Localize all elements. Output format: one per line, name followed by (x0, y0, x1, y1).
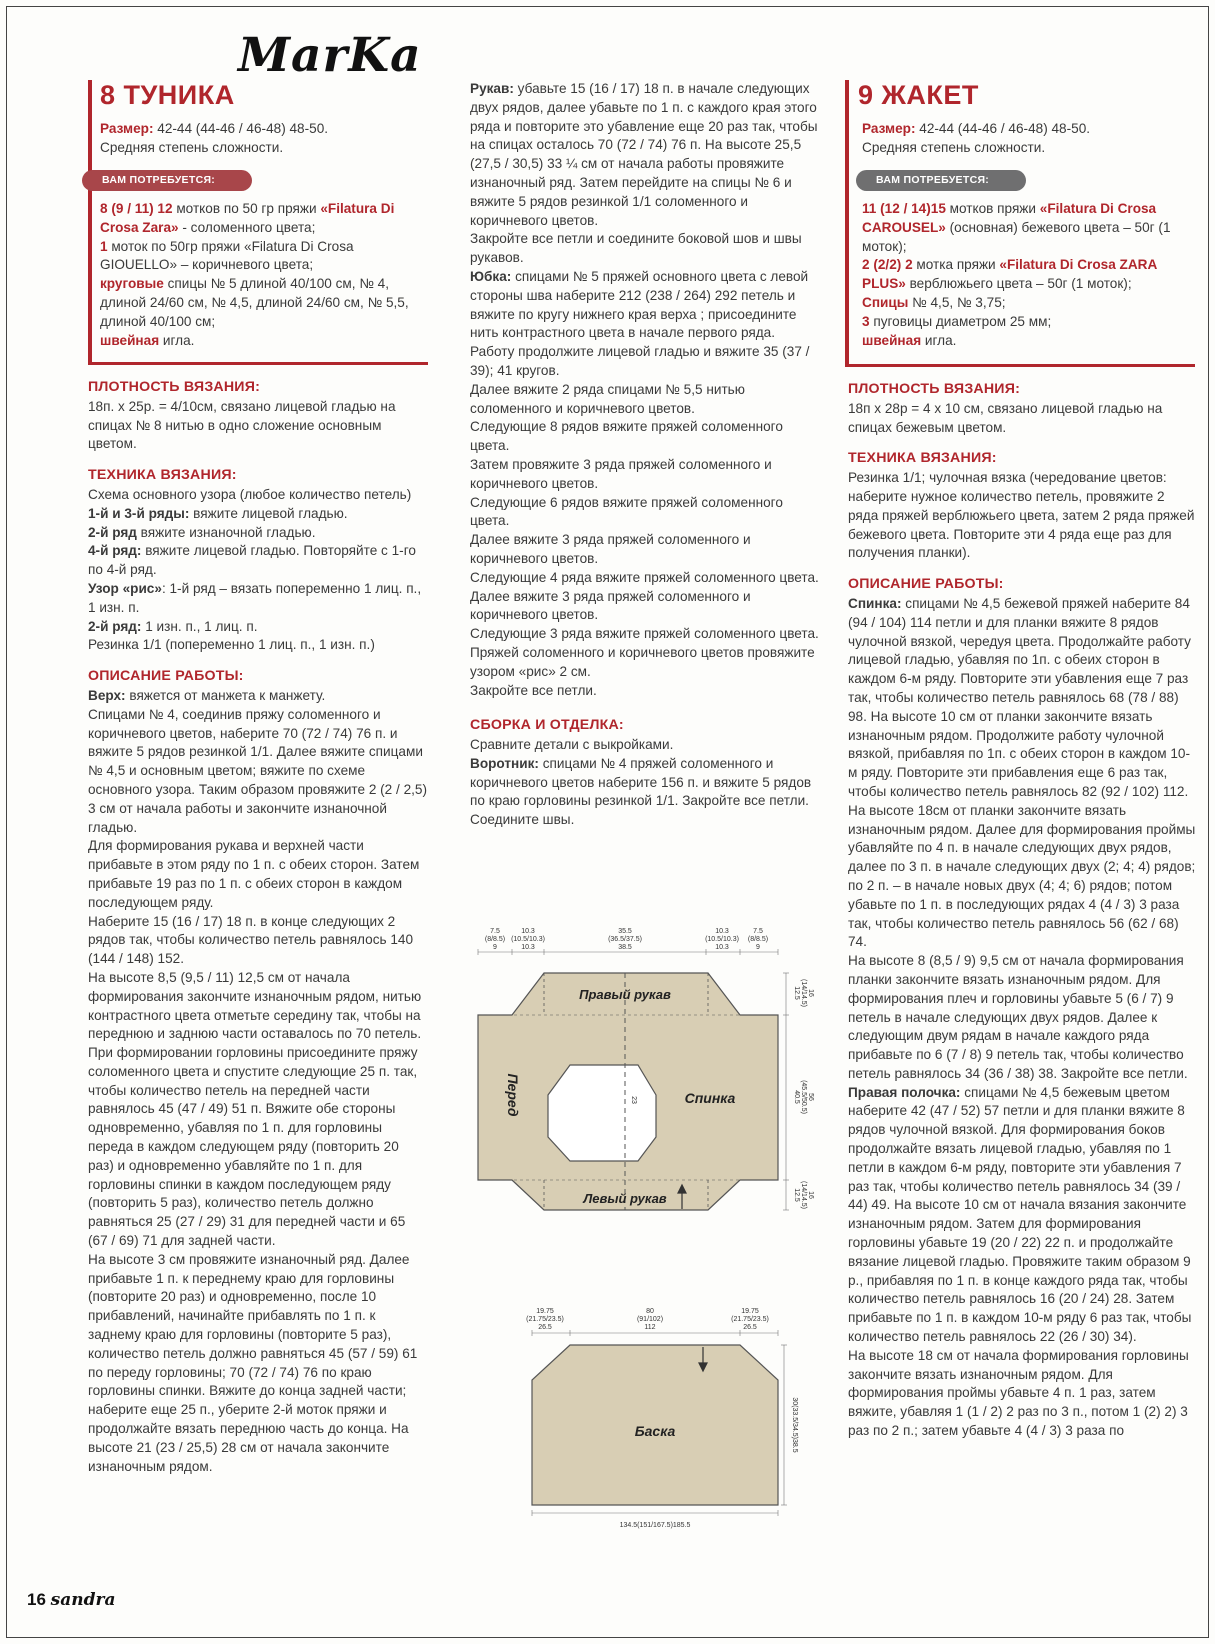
paragraph: Далее вяжите 3 ряда пряжей соломенного и коричневого цветов. (470, 588, 751, 623)
section-heading: ТЕХНИКА ВЯЗАНИЯ: (848, 450, 997, 467)
page-footer (27, 1590, 115, 1610)
dim-label: (8/8.5) (484, 936, 506, 943)
jacket-title: 9 ЖАКЕТ (858, 80, 979, 110)
size-label: Размер: (100, 121, 154, 136)
size-value: 42-44 (44-46 / 46-48) 48-50. (153, 121, 329, 136)
dim-label: 7.5 (753, 928, 763, 935)
paragraph: Пряжей соломенного и коричневого цветов провяжите узором «рис» 2 см. (470, 644, 815, 679)
part-text: спицами № 5 пряжей основного цвета с левой стороны шва наберите 212 (238 / 264) 292 петель и вяжите по кругу нижнего края верха ; присоедините нить контрастного цвета в начале первого ряда. (470, 268, 809, 341)
paragraph: Затем провяжите 3 ряда пряжей соломенного и коричневого цветов. (470, 456, 772, 491)
dim-label: 12.5 (793, 1188, 800, 1202)
mat-text: мотка пряжи (912, 257, 1000, 273)
dim-label: 19.75 (536, 1308, 554, 1315)
mat-text: мотков по 50 гр пряжи (172, 201, 321, 216)
front-label: Перед (505, 1073, 521, 1117)
mat-text: спицы № 5 длиной 40/100 см, № 4, длиной 24/60 см, № 4,5, длиной 24/60 см, № 5,5, длиной 40/100 см; (100, 276, 409, 329)
section-heading: ТЕХНИКА ВЯЗАНИЯ: (88, 467, 237, 484)
page-number: 16 (27, 1590, 46, 1609)
part-text: спицами № 4,5 бежевым цветом наберите 42 (47 / 52) 57 петли и для планки вяжите 8 рядов чулочной вязкой. Для формирования боков продолжайте вязать лицевой гладью, убавляя по 1 петли в каждом 6-м ряду, повторите эти убавления 7 раз так, чтобы количество петель равнялось 34 (39 / 44) 49. На высоте 10 см от начала вязания закончите изнаночным рядом. Затем для формирования горловины убавьте 19 (20 / 22) 22 п. и продолжайте вязание лицевой гладью. Провяжите таким образом 9 р., прибавляя по 1 п. в конце каждого ряда так, чтобы количество петель равнялось 16 (20 / 24) 28. Затем прибавьте по 1 п. в каждом 10-м ряду 6 раз так, чтобы количество петель равнялось 22 (26 / 30) 34). (848, 1084, 1192, 1345)
mat-keyword: круговые (100, 276, 164, 292)
paragraph: Далее вяжите 3 ряда пряжей соломенного и коричневого цветов. (470, 532, 751, 566)
mat-qty: 11 (12 / 14)15 (862, 201, 946, 216)
jacket-header-underline (845, 364, 1195, 367)
dim-label: (36.5/37.5) (608, 936, 642, 943)
dim-label: 12.5 (793, 986, 800, 1000)
dim-label: (45.5/50.5) (800, 1080, 807, 1114)
difficulty: Средняя степень сложности. (100, 139, 284, 155)
mat-qty: 2 (2/2) 2 (862, 257, 913, 273)
paragraph: На высоте 3 см провяжите изнаночный ряд. Далее прибавьте 1 п. к переднему краю для горловины (повторите 20 раз) и одновременно, после 10 прибавлений, начинайте прибавлять по 1 п. к заднему краю для горловины (повторите 5 раз), количество петель должно равняться 45 (57 / 59) 61 по переду горловины; 70 (72 / 74) 76 по краю горловины спинки. Вяжите до конца задней части; наберите еще 25 п., уберите 2-й моток пряжи и продолжайте вязать переднюю часть до конца. На высоте 21 (23 / 25,5) 28 см от начала закончите изнаночным рядом. (88, 1251, 418, 1474)
row-text: : 1-й ряд – вязать попеременно 1 лиц. п., 1 изн. п. (88, 580, 422, 615)
dim-label: (10.5/10.3) (511, 936, 545, 943)
dim-label: (91/102) (636, 1316, 664, 1323)
dim-label: 56 (807, 1093, 814, 1101)
row-label: 2-й ряд (88, 524, 137, 540)
mat-keyword: швейная (100, 332, 160, 348)
jacket-body (848, 380, 1198, 1441)
paragraph: На высоте 18 см от начала формирования горловины закончите вязать изнаночным рядом. Для формирования проймы убавьте 4 п. 1 раз, затем вяжите, убавляя 1 (1 / 2) 2 раз по 3 п., потом 1 (2) 2) 3 раз по 2 п.; затем убавьте 4 (4 / 3) 3 раза по (848, 1347, 1189, 1439)
part-label: Воротник: (470, 755, 539, 771)
part-text: вяжется от манжета к манжету. (125, 687, 326, 703)
you-need-badge: ВАМ ПОТРЕБУЕТСЯ: (856, 170, 1026, 191)
part-label: Правая полочка: (848, 1084, 961, 1100)
dim-label: 134.5(151/167.5)185.5 (619, 1522, 691, 1529)
section-heading: ОПИСАНИЕ РАБОТЫ: (88, 668, 244, 685)
middle-body (470, 80, 822, 830)
mat-text: мотков пряжи (945, 201, 1040, 216)
dim-label: (21.75/23.5) (526, 1316, 564, 1323)
dim-label: (21.75/23.5) (731, 1316, 769, 1323)
tunic-title: 8 ТУНИКА (100, 80, 235, 110)
paragraph: Схема основного узора (любое количество петель) (88, 486, 412, 502)
paragraph: Для формирования рукава и верхней части прибавьте в этом ряду по 1 п. с обеих сторон. Затем прибавьте 19 раз по 1 п. с обеих сторон в каждом последующем ряду. (88, 838, 420, 910)
mat-keyword: Спицы (862, 294, 909, 310)
dim-label: 10.3 (521, 944, 535, 951)
part-label: Верх: (88, 687, 126, 703)
section-heading: ОПИСАНИЕ РАБОТЫ: (848, 576, 1004, 593)
peplum-label: Баска (634, 1423, 676, 1439)
dim-label: 16 (807, 989, 814, 997)
mat-qty: 1 (100, 238, 108, 254)
dim-label: 40.5 (793, 1090, 800, 1104)
row-text: вяжите лицевой гладью. (189, 505, 348, 521)
paragraph: На высоте 8,5 (9,5 / 11) 12,5 см от начала формирования закончите изнаночным рядом, нитью контрастного цвета отметьте середину так, чтобы на переднюю и заднюю части оставалось по 70 петель. (88, 969, 422, 1042)
watermark-signature: MarKa (238, 28, 422, 83)
mat-text: пуговицы диаметром 25 мм; (869, 313, 1052, 329)
paragraph: Следующие 4 ряда вяжите пряжей соломенного цвета. (470, 569, 819, 585)
mat-text: моток по 50гр пряжи «Filatura Di Crosa GIOUELLO» – коричневого цвета; (100, 238, 354, 273)
paragraph: Сравните детали с выкройками. (470, 737, 674, 753)
paragraph: Следующие 8 рядов вяжите пряжей соломенного цвета. (470, 419, 783, 454)
paragraph: Резинка 1/1; чулочная вязка (чередование цветов: наберите нужное количество петель, провяжите 2 ряда пряжей верблюжьего цвета, затем 2 ряда пряжей бежевого цвета. Повторите эти 4 ряда еще раз для получения планки). (848, 470, 1195, 561)
mat-text: игла. (921, 332, 957, 348)
paragraph: 18п х 28р = 4 х 10 см, связано лицевой гладью на спицах бежевым цветом. (848, 400, 1163, 435)
paragraph: На высоте 8 (8,5 / 9) 9,5 см от начала формирования планки закончите вязать изнаночным рядом. Для формирования плеч и горловины убавьте 5 (6 / 7) 9 петель в начале следующих двух рядов. Далее к следующим двум рядам в начале каждого ряда прибавьте по 6 (7 / 8) 9 петель так, чтобы количество петель равнялось 34 (36 / 38) 38. Закройте все петли. (848, 953, 1188, 1081)
size-label: Размер: (862, 121, 916, 136)
yarn-brand: «Filatura Di Crosa CAROUSEL» (862, 201, 1157, 235)
dim-label: 7.5 (490, 928, 500, 935)
row-label: 2-й ряд: (88, 618, 142, 634)
paragraph: Следующие 6 рядов вяжите пряжей соломенного цвета. (470, 494, 783, 529)
paragraph: Спицами № 4, соединив пряжу соломенного и коричневого цветов, наберите 70 (72 / 74) 76 п. и вяжите 5 рядов резинкой 1/1. Далее вяжите спицами № 4,5 и основным цветом; вяжите по схеме основного узора. Таким образом провяжите 2 (2 / 2,5) 3 см от начала работы и закончите изнаночной гладью. (88, 706, 427, 835)
mat-text: № 4,5, № 3,75; (908, 294, 1006, 310)
paragraph: Закройте все петли. (470, 682, 597, 698)
left-sleeve-label: Левый рукав (583, 1191, 667, 1206)
yarn-brand: «Filatura Di Crosa Zara» (100, 201, 395, 235)
paragraph: Наберите 15 (16 / 17) 18 п. в конце следующих 2 рядов так, чтобы количество петель равнялось 140 (144 / 148) 152. (88, 913, 414, 967)
mat-qty: 8 (9 / 11) 12 (100, 201, 173, 216)
dim-label: 16 (807, 1191, 814, 1199)
tunic-materials (100, 200, 430, 350)
paragraph: Закройте все петли и соедините боковой шов и швы рукавов. (470, 231, 802, 266)
dim-label: (14/14.5) (800, 978, 807, 1008)
row-text: 1 изн. п., 1 лиц. п. (141, 618, 258, 634)
part-text: спицами № 4,5 бежевой пряжей наберите 84 (94 / 104) 114 петли и для планки вяжите 8 рядов чулочной вязкой, чередуя цвета. Продолжайте работу лицевой гладью, убавляя по 1п. с обеих сторон в каждом 6-м ряду. Повторите эти убавления еще 7 раз так, чтобы количество петель равнялось 68 (78 / 88) 98. На высоте 10 см от планки закончите вязать изнаночным рядом. Продолжите работу чулочной вязкой, прибавляя по 1п. с обеих сторон в каждом 10-м ряду. Повторите эти прибавления еще 6 раз так, чтобы количество петель равнялось 82 (92 / 102) 112. На высоте 18см от планки закончите вязать изнаночным рядом. Далее для формирования проймы убавляйте по 4 п. в начале следующих двух рядов, далее по 3 п. в начале следующих двух (2; 4; 4) рядов; по 2 п. – в начале новых двух (4; 4; 6) рядов; потом убавьте по 1 п. в последующих рядах 4 (4 / 3) 3 раза так, чтобы количество петель равнялось 56 (62 / 68) 74. (848, 595, 1196, 950)
dim-label: 30(33.5/34.5)38.5 (791, 1397, 798, 1453)
difficulty: Средняя степень сложности. (862, 139, 1046, 155)
tunic-size-block (100, 120, 430, 158)
tunic-header-underline (88, 362, 428, 365)
paragraph: При формировании горловины присоедините пряжу соломенного цвета и спустите следующие 25 п. так, чтобы количество петель на передней части равнялось 45 (47 / 49) 51 п. Вяжите обе стороны одновременно, убавляя по 1 п. для горловины переда в каждом следующем ряду (повторить 20 раз) и одновременно убавляйте по 1 п. для горловины спинки в каждом последующем ряду (повторить 5 раз), количество петель должно равняться 25 (27 / 29) 31 для передней части и 65 (67 / 69) 71 для задней части. (88, 1045, 418, 1249)
center-measure: 23 (630, 1096, 637, 1104)
section-heading: ПЛОТНОСТЬ ВЯЗАНИЯ: (848, 381, 1021, 397)
dim-label: 9 (493, 944, 497, 951)
neck-opening (548, 1065, 656, 1161)
part-text: спицами № 4 пряжей соломенного и коричневого цветов наберите 156 п. и вяжите 5 рядов по краю горловины резинкой 1/1. Закройте все петли. Соедините швы. (470, 755, 812, 828)
mat-text: - соломенного цвета; (178, 219, 316, 235)
dim-label: (10.5/10.3) (705, 936, 739, 943)
dim-label: (8/8.5) (747, 936, 769, 943)
jacket-size-block (862, 120, 1197, 158)
paragraph: Далее вяжите 2 ряда спицами № 5,5 нитью соломенного и коричневого цветов. (470, 381, 745, 416)
mat-text: игла. (159, 332, 195, 348)
right-sleeve-label: Правый рукав (579, 987, 671, 1002)
row-label: Узор «рис» (88, 580, 162, 596)
jacket-header-bar (845, 80, 849, 367)
row-text: вяжите изнаночной гладью. (136, 524, 316, 540)
back-label: Спинка (684, 1090, 736, 1106)
dim-label: 19.75 (741, 1308, 759, 1315)
section-heading: СБОРКА И ОТДЕЛКА: (470, 717, 624, 734)
yarn-brand: «Filatura Di Crosa ZARA PLUS» (862, 257, 1157, 292)
dim-label: 38.5 (618, 944, 632, 951)
tunic-header-bar (88, 80, 92, 365)
schematic-top (460, 925, 820, 1235)
magazine-name: sandra (50, 1590, 116, 1610)
dim-label: 10.3 (521, 928, 535, 935)
paragraph: Работу продолжите лицевой гладью и вяжите 35 (37 / 39); 41 кругов. (470, 344, 810, 378)
part-label: Спинка: (848, 595, 902, 611)
row-text: вяжите лицевой гладью. Повторяйте с 1-го по 4-й ряд. (88, 543, 416, 578)
dim-label: 9 (756, 944, 760, 951)
dim-label: 26.5 (538, 1324, 552, 1331)
schematic-peplum (520, 1305, 820, 1535)
section-heading: ПЛОТНОСТЬ ВЯЗАНИЯ: (88, 379, 261, 395)
mat-keyword: швейная (862, 332, 922, 348)
part-label: Юбка: (470, 268, 512, 284)
dim-label: 80 (646, 1308, 654, 1315)
dim-label: 10.3 (715, 928, 729, 935)
part-text: убавьте 15 (16 / 17) 18 п. в начале следующих двух рядов, далее убавьте по 1 п. с каждого края этого ряда и повторите это убавление еще 20 раз так, чтобы на спицах осталось 70 (72 / 74) 76 п. На высоте 25,5 (27,5 / 30,5) 33 ¼ см от начала работы провяжите изнаночный ряд. Затем перейдите на спицы № 6 и вяжите 5 рядов резинкой 1/1 соломенного и коричневого цветов. (470, 81, 818, 228)
dim-label: (14/14.5) (800, 1180, 807, 1210)
paragraph: Следующие 3 ряда вяжите пряжей соломенного цвета. (470, 626, 819, 642)
row-label: 1-й и 3-й ряды: (88, 505, 190, 521)
mat-text: (основная) бежевого цвета – 50г (1 моток); (862, 219, 1171, 254)
dim-label: 35.5 (618, 928, 632, 935)
paragraph: 18п. х 25р. = 4/10см, связано лицевой гладью на спицах № 8 нитью в одно сложение основным цветом. (88, 398, 396, 452)
dim-label: 112 (644, 1324, 656, 1331)
tunic-body (88, 378, 428, 1476)
row-label: 4-й ряд: (88, 543, 142, 559)
you-need-badge: ВАМ ПОТРЕБУЕТСЯ: (82, 170, 252, 191)
size-value: 42-44 (44-46 / 46-48) 48-50. (915, 121, 1091, 136)
mat-qty: 3 (862, 313, 870, 329)
dim-label: 26.5 (743, 1324, 757, 1331)
paragraph: Резинка 1/1 (попеременно 1 лиц. п., 1 изн. п.) (88, 637, 375, 653)
jacket-materials (862, 200, 1197, 350)
part-label: Рукав: (470, 81, 514, 96)
mat-text: верблюжьего цвета – 50г (1 моток); (905, 276, 1132, 292)
dim-label: 10.3 (715, 944, 729, 951)
